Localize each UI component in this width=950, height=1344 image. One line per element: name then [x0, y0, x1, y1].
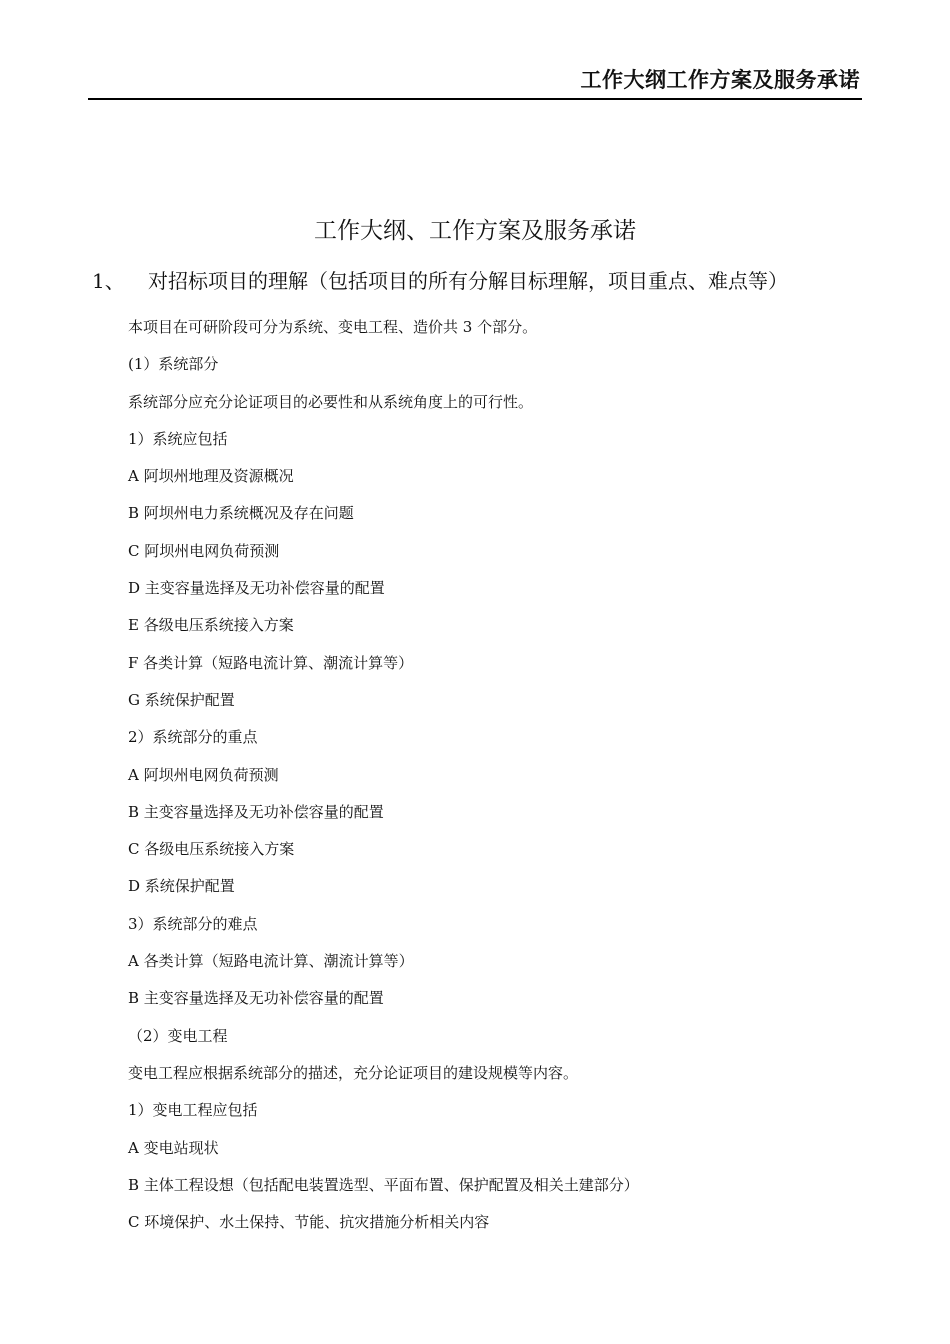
- list-item: A 阿坝州电网负荷预测: [128, 765, 279, 784]
- list-item: C 阿坝州电网负荷预测: [128, 541, 280, 560]
- list-heading: 3）系统部分的难点: [128, 914, 258, 933]
- list-item: B 主体工程设想（包括配电装置选型、平面布置、保护配置及相关土建部分）: [128, 1175, 639, 1194]
- list-item: A 各类计算（短路电流计算、潮流计算等）: [128, 952, 414, 971]
- document-title: 工作大纲、工作方案及服务承诺: [314, 218, 636, 244]
- list-item: E 各级电压系统接入方案: [128, 616, 294, 635]
- list-item: G 系统保护配置: [128, 690, 235, 709]
- list-item: A 阿坝州地理及资源概况: [128, 467, 294, 486]
- subsection-heading: （2）变电工程: [128, 1026, 228, 1045]
- list-item: D 主变容量选择及无功补偿容量的配置: [128, 579, 385, 598]
- subsection-heading: (1）系统部分: [128, 355, 219, 374]
- paragraph: 变电工程应根据系统部分的描述，充分论证项目的建设规模等内容。: [128, 1063, 579, 1082]
- list-item: F 各类计算（短路电流计算、潮流计算等）: [128, 653, 414, 672]
- section-heading-text: 对招标项目的理解（包括项目的所有分解目标理解，项目重点、难点等）: [148, 269, 788, 293]
- section-heading: [92, 265, 788, 294]
- body-text: [128, 316, 639, 1248]
- paragraph: 系统部分应充分论证项目的必要性和从系统角度上的可行性。: [128, 392, 534, 411]
- list-heading: 2）系统部分的重点: [128, 728, 258, 747]
- list-item: A 变电站现状: [128, 1138, 219, 1157]
- list-item: D 系统保护配置: [128, 877, 235, 896]
- section-number: 1、: [92, 269, 125, 293]
- list-heading: 1）变电工程应包括: [128, 1101, 258, 1120]
- list-item: C 各级电压系统接入方案: [128, 840, 295, 859]
- list-item: B 主变容量选择及无功补偿容量的配置: [128, 989, 384, 1008]
- page-header: [88, 62, 862, 100]
- list-item: B 阿坝州电力系统概况及存在问题: [128, 504, 354, 523]
- list-item: B 主变容量选择及无功补偿容量的配置: [128, 802, 384, 821]
- paragraph: 本项目在可研阶段可分为系统、变电工程、造价共 3 个部分。: [128, 318, 538, 336]
- list-heading: 1）系统应包括: [128, 429, 228, 448]
- header-title: 工作大纲工作方案及服务承诺: [580, 68, 860, 92]
- list-item: C 环境保护、水土保持、节能、抗灾措施分析相关内容: [128, 1213, 490, 1232]
